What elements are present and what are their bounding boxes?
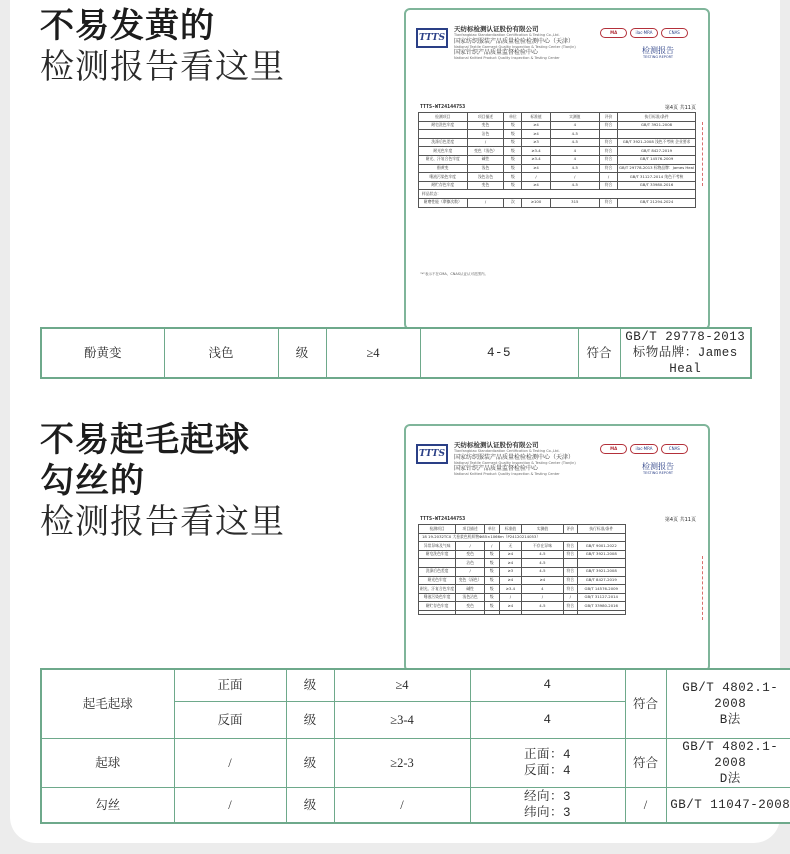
- result-method: [666, 669, 790, 738]
- report-header-row: [419, 113, 696, 122]
- method-line: GB/T 4802.1-2008: [682, 680, 779, 711]
- report-row: [419, 155, 696, 164]
- report-table: [418, 524, 626, 615]
- report-document-1: [404, 8, 710, 330]
- report-row: [419, 198, 696, 207]
- report-row: [419, 542, 626, 551]
- org-line: 国家纺织服装产品质量检验检测中心（天津）: [454, 37, 575, 45]
- report-cell: 不存在异味: [522, 542, 563, 551]
- report-header-cell: 评价: [563, 525, 577, 534]
- report-row: [419, 181, 696, 190]
- org-line: National Knitted Product Quality Inspection & Testing Center: [454, 56, 560, 60]
- result-standard: ≥3-4: [334, 701, 470, 738]
- report-cell: 耐光、汗复合色牢度: [419, 155, 468, 164]
- report-cell: 无: [499, 542, 522, 551]
- report-title-en: TESTING REPORT: [642, 471, 673, 475]
- report-cell: 耐皂洗色牢度: [419, 121, 468, 130]
- report-row: [419, 138, 696, 147]
- report-cell: ≥3-4: [499, 585, 522, 594]
- result-desc: 正面: [174, 669, 286, 701]
- report-cell: GB/T 3921-2008 浅色不考核 企业要求: [618, 138, 696, 147]
- report-cell: 4-5: [522, 602, 563, 611]
- report-cell: ≥4: [522, 121, 550, 130]
- report-cell: 4: [550, 147, 599, 156]
- report-header-cell: 执行标准/条件: [577, 525, 625, 534]
- report-cell: 4-5: [522, 550, 563, 559]
- report-cell: GB/T 9001-2022: [577, 542, 625, 551]
- report-cell: [522, 610, 563, 614]
- report-title-cn: 检测报告: [642, 46, 674, 55]
- report-cell: 耐贮存色牢度: [419, 181, 468, 190]
- report-cell: 沾色: [456, 559, 485, 568]
- report-cell: 4-5: [550, 138, 599, 147]
- report-cell: GB/T 21294-2024: [618, 198, 696, 207]
- report-cell: 变色: [467, 121, 504, 130]
- report-cell: GB/T 33980-2016: [577, 602, 625, 611]
- report-page: 第4页 共11页: [664, 517, 696, 523]
- report-cell: [618, 130, 696, 139]
- report-cell: /: [485, 542, 499, 551]
- org-block: [454, 26, 604, 61]
- report-cell: ≥4: [522, 181, 550, 190]
- result-measured: 4: [470, 701, 625, 738]
- report-header-cell: 检测项目: [419, 525, 456, 534]
- ttts-logo: TTTS: [416, 28, 448, 48]
- report-cell: 级: [504, 164, 522, 173]
- result-desc: /: [174, 738, 286, 787]
- report-cell: 符合: [563, 567, 577, 576]
- report-row: [419, 164, 696, 173]
- report-cell: 变色（深色）: [456, 576, 485, 585]
- org-line: 国家针织产品质量监督检验中心: [454, 49, 539, 56]
- result-measured: [470, 787, 625, 823]
- report-row: [419, 602, 626, 611]
- measured-line: 正面：4: [523, 747, 571, 762]
- report-cell: /: [550, 173, 599, 182]
- result-standard: /: [334, 787, 470, 823]
- report-title-cn: 检测报告: [642, 462, 674, 471]
- report-cell: 级: [504, 121, 522, 130]
- result-method: [620, 328, 751, 378]
- report-cell: 变色（浅色）: [467, 147, 504, 156]
- result-desc: /: [174, 787, 286, 823]
- result-unit: 级: [286, 738, 334, 787]
- report-cell: ≥4: [499, 550, 522, 559]
- report-row: [419, 593, 626, 602]
- result-standard: ≥4: [334, 669, 470, 701]
- report-cell: GB/T 31127-2014 纯色不考核: [618, 173, 696, 182]
- report-cell: 变色: [456, 550, 485, 559]
- report-cell: 符合: [599, 121, 617, 130]
- org-name: 天纺标检测认证股份有限公司: [454, 25, 539, 33]
- ilac-mark-icon: ilac·MRA: [630, 28, 657, 38]
- report-cell: 耐光、汗复合色牢度: [419, 585, 456, 594]
- report-cell: 级: [504, 181, 522, 190]
- report-row: [419, 610, 626, 614]
- result-unit: 级: [286, 701, 334, 738]
- result-desc: 浅色: [164, 328, 278, 378]
- report-cell: 级: [485, 593, 499, 602]
- section1-heading-line: 检测报告看这里: [40, 47, 285, 87]
- report-cell: [485, 610, 499, 614]
- report-row: [419, 173, 696, 182]
- report-cell: 4: [550, 121, 599, 130]
- report-cell: 315: [550, 198, 599, 207]
- report-cell: 4-5: [522, 559, 563, 568]
- report-cell: GB/T 3921-2008: [577, 567, 625, 576]
- report-header: [414, 24, 700, 74]
- result-method: GB/T 11047-2008: [666, 787, 790, 823]
- report-code: TTTS-WT24144753: [420, 516, 466, 522]
- result-measured: 4: [470, 669, 625, 701]
- report-cell: 耐光色牢度: [419, 147, 468, 156]
- report-cell: [599, 130, 617, 139]
- report-row: [419, 559, 626, 568]
- seal-stamp: [702, 556, 707, 620]
- org-line: National Textile Garment Quality Inspection & Testing Center (Tianjin): [454, 460, 576, 465]
- report-header-cell: 执行标准/条件: [618, 113, 696, 122]
- seal-stamp: [702, 122, 707, 186]
- report-cell: 符合: [563, 550, 577, 559]
- report-document-2: [404, 424, 710, 672]
- report-cell: 碱性: [456, 585, 485, 594]
- org-block: [454, 442, 604, 477]
- result-measured: [470, 738, 625, 787]
- report-cell: 符合: [563, 585, 577, 594]
- report-cell: GB/T 3921-2008: [618, 121, 696, 130]
- report-cell: /: [499, 593, 522, 602]
- report-cell: [563, 559, 577, 568]
- result-method: [666, 738, 790, 787]
- cma-mark-icon: MA: [600, 28, 627, 38]
- report-cell: 唾液污染色牢度: [419, 593, 456, 602]
- report-cell: [577, 559, 625, 568]
- report-cell: 级: [485, 602, 499, 611]
- report-cell: 4-5: [522, 567, 563, 576]
- report-cell: ≥4: [499, 559, 522, 568]
- report-cell: GB/T 8427-2019: [577, 576, 625, 585]
- report-cell: ≥4: [499, 602, 522, 611]
- report-row: [419, 121, 696, 130]
- report-cell: /: [522, 173, 550, 182]
- report-table: [418, 112, 696, 208]
- report-header-cell: 检测项目: [419, 113, 468, 122]
- org-line: National Textile Garment Quality Inspection & Testing Center (Tianjin): [454, 44, 576, 49]
- report-header-row: [419, 525, 626, 534]
- report-header-cell: 标准值: [499, 525, 522, 534]
- report-cell: [419, 610, 456, 614]
- report-header-cell: 项目描述: [456, 525, 485, 534]
- report-cell: ≥3-4: [522, 147, 550, 156]
- report-cell: 异常异味及气味: [419, 542, 456, 551]
- report-row: [419, 576, 626, 585]
- report-cell: GB/T 8427-2019: [618, 147, 696, 156]
- report-cell: ≥3: [522, 138, 550, 147]
- report-cell: ≥100: [522, 198, 550, 207]
- report-title-en: TESTING REPORT: [642, 55, 673, 59]
- report-header-cell: 单位: [504, 113, 522, 122]
- report-cell: GB/T 33980-2016: [618, 181, 696, 190]
- report-cell: 耐光色牢度: [419, 576, 456, 585]
- report-cell: 变色: [467, 181, 504, 190]
- report-cell: ≥3: [499, 567, 522, 576]
- report-cell: 符合: [599, 181, 617, 190]
- report-cell: [563, 610, 577, 614]
- report-title: [642, 46, 674, 60]
- report-cell: /: [456, 567, 485, 576]
- report-cell: GB/T 14576-2009: [618, 155, 696, 164]
- report-cell: 浅色: [467, 164, 504, 173]
- method-line: B法: [719, 712, 741, 727]
- ttts-logo: TTTS: [416, 444, 448, 464]
- result-item: 酚黄变: [41, 328, 164, 378]
- report-cell: 浅色沾色: [456, 593, 485, 602]
- report-cell: /: [522, 593, 563, 602]
- report-cell: [456, 610, 485, 614]
- result-table-2: [40, 668, 790, 824]
- report-row: [419, 190, 696, 199]
- result-measured: 4-5: [420, 328, 578, 378]
- report-cell: 浅色沾色: [467, 173, 504, 182]
- measured-line: 反面：4: [523, 763, 571, 778]
- report-cell: GB/T 14576-2009: [577, 585, 625, 594]
- report-cell: 沾色: [467, 130, 504, 139]
- report-header: [414, 440, 700, 490]
- result-item: 勾丝: [41, 787, 174, 823]
- result-item: 起毛起球: [41, 669, 174, 738]
- report-cell: /: [467, 138, 504, 147]
- report-cell: [499, 610, 522, 614]
- org-line: 国家纺织服装产品质量检验检测中心（天津）: [454, 453, 575, 461]
- report-cell: 18 19-2032TCX 大卷浆色机织物Ф85×1066m（P24120214053）: [419, 533, 626, 542]
- report-cell: ≥4: [499, 576, 522, 585]
- report-row: [419, 585, 626, 594]
- report-cell: 4-5: [550, 130, 599, 139]
- result-unit: 级: [278, 328, 326, 378]
- report-cell: 符合: [599, 147, 617, 156]
- result-desc: 反面: [174, 701, 286, 738]
- report-cell: 洗涤后色差度: [419, 567, 456, 576]
- org-name: 天纺标检测认证股份有限公司: [454, 441, 539, 449]
- report-cell: ≥3-4: [522, 155, 550, 164]
- report-cell: 样品状态：: [419, 190, 696, 199]
- report-header-cell: 实测值: [550, 113, 599, 122]
- report-cell: 4-5: [550, 164, 599, 173]
- report-cell: /: [599, 173, 617, 182]
- result-standard: ≥2-3: [334, 738, 470, 787]
- report-cell: 唾液污染色牢度: [419, 173, 468, 182]
- report-cell: 4: [522, 585, 563, 594]
- org-line: Tianfangbiao Standardization Certification & Testing Co.,Ltd.: [454, 449, 560, 453]
- method-line: Heal: [669, 362, 702, 376]
- method-line: GB/T 4802.1-2008: [682, 739, 779, 770]
- report-cell: /: [563, 593, 577, 602]
- section1-heading-line: 不易发黄的: [40, 6, 215, 46]
- method-line: D法: [719, 771, 741, 786]
- result-unit: 级: [286, 787, 334, 823]
- report-cell: ≥4: [522, 130, 550, 139]
- report-row: [419, 567, 626, 576]
- report-cell: 4-5: [550, 181, 599, 190]
- result-verdict: 符合: [625, 669, 666, 738]
- section2-heading-line: 检测报告看这里: [40, 502, 285, 542]
- report-cell: 级: [504, 155, 522, 164]
- report-cell: /: [456, 542, 485, 551]
- report-title: [642, 462, 674, 476]
- report-cell: ≥4: [522, 164, 550, 173]
- report-cell: 4: [550, 155, 599, 164]
- report-cell: 耐磨性能（摩擦次数）: [419, 198, 468, 207]
- report-cell: 级: [485, 576, 499, 585]
- report-cell: 符合: [563, 542, 577, 551]
- report-cell: 符合: [599, 155, 617, 164]
- report-header-cell: 单位: [485, 525, 499, 534]
- result-item: 起球: [41, 738, 174, 787]
- result-standard: ≥4: [326, 328, 420, 378]
- table-row: [41, 669, 790, 701]
- report-cell: 级: [504, 130, 522, 139]
- result-table-1: [40, 327, 752, 379]
- report-cell: 洗涤后色差度: [419, 138, 468, 147]
- cnas-mark-icon: CNAS: [661, 444, 688, 454]
- result-verdict: /: [625, 787, 666, 823]
- section2-heading-line: 勾丝的: [40, 461, 145, 501]
- certification-marks: [600, 444, 688, 458]
- method-line: GB/T 29778-2013: [625, 330, 746, 344]
- report-cell: 耐贮存色牢度: [419, 602, 456, 611]
- report-cell: 符合: [599, 164, 617, 173]
- report-header-cell: 项目描述: [467, 113, 504, 122]
- section2-heading: [40, 420, 285, 543]
- report-cell: 级: [485, 567, 499, 576]
- report-cell: 酚黄变: [419, 164, 468, 173]
- table-row: [41, 738, 790, 787]
- report-cell: 次: [504, 198, 522, 207]
- report-cell: [577, 610, 625, 614]
- report-cell: 符合: [563, 576, 577, 585]
- report-cell: 级: [485, 585, 499, 594]
- certification-marks: [600, 28, 688, 42]
- report-code: TTTS-WT24144753: [420, 104, 466, 110]
- report-cell: ≥4: [522, 576, 563, 585]
- report-cell: 级: [504, 147, 522, 156]
- report-row: [419, 147, 696, 156]
- report-cell: 耐皂洗色牢度: [419, 550, 456, 559]
- org-line: National Knitted Product Quality Inspection & Testing Center: [454, 472, 560, 476]
- report-row: [419, 130, 696, 139]
- report-header-cell: 标准值: [522, 113, 550, 122]
- measured-line: 纬向：3: [523, 805, 571, 820]
- report-page: 第4页 共11页: [664, 105, 696, 111]
- report-header-cell: 评价: [599, 113, 617, 122]
- result-verdict: 符合: [625, 738, 666, 787]
- report-cell: 级: [504, 138, 522, 147]
- report-cell: [419, 559, 456, 568]
- report-row: [419, 533, 626, 542]
- report-cell: GB/T 31127-2014: [577, 593, 625, 602]
- result-unit: 级: [286, 669, 334, 701]
- ilac-mark-icon: ilac·MRA: [630, 444, 657, 454]
- report-cell: 级: [485, 550, 499, 559]
- table-row: [41, 328, 751, 378]
- org-line: 国家针织产品质量监督检验中心: [454, 465, 539, 472]
- report-cell: 符合: [599, 138, 617, 147]
- org-line: Tianfangbiao Standardization Certification & Testing Co.,Ltd.: [454, 33, 560, 37]
- report-cell: /: [467, 198, 504, 207]
- measured-line: 经向：3: [523, 789, 571, 804]
- section1-heading: [40, 6, 285, 88]
- report-cell: 级: [485, 559, 499, 568]
- method-line: 标物品牌：James: [632, 346, 738, 360]
- report-cell: 变色: [456, 602, 485, 611]
- report-cell: [419, 130, 468, 139]
- report-cell: 符合: [563, 602, 577, 611]
- report-cell: 级: [504, 173, 522, 182]
- report-cell: 符合: [599, 198, 617, 207]
- report-cell: GB/T 29778-2013 标物品牌：James Heal: [618, 164, 696, 173]
- result-verdict: 符合: [578, 328, 620, 378]
- report-note: "*"表示不在CMA、CNAS认证认可范围内。: [420, 272, 489, 276]
- report-cell: 碱性: [467, 155, 504, 164]
- report-row: [419, 550, 626, 559]
- report-header-cell: 实测值: [522, 525, 563, 534]
- cma-mark-icon: MA: [600, 444, 627, 454]
- cnas-mark-icon: CNAS: [661, 28, 688, 38]
- section2-heading-line: 不易起毛起球: [40, 420, 250, 460]
- report-cell: GB/T 3921-2008: [577, 550, 625, 559]
- table-row: [41, 787, 790, 823]
